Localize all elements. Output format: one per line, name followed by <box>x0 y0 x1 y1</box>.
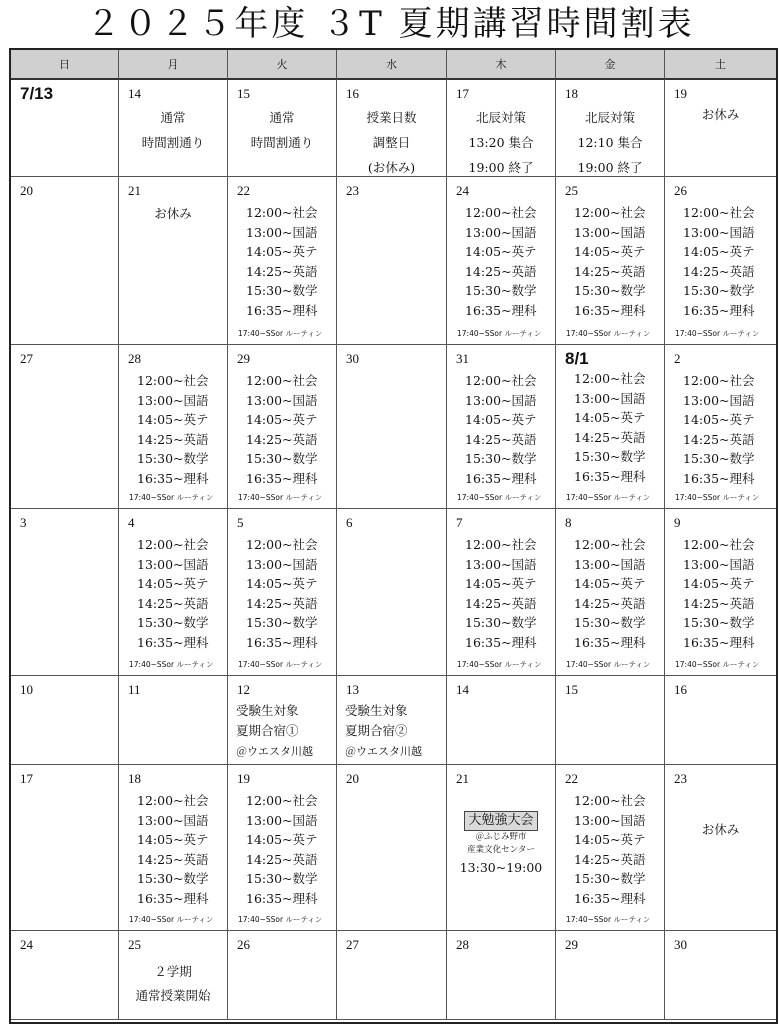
day-number: 25 <box>128 937 141 952</box>
day-note: 13:20 集合 <box>468 135 534 150</box>
day-number: 20 <box>346 771 359 786</box>
day-cell <box>11 765 119 931</box>
day-note: 夏期合宿② <box>345 723 408 738</box>
schedule-line: 13:00~国語 <box>246 224 318 240</box>
day-number: 29 <box>565 937 578 952</box>
schedule-line: 16:35~理科 <box>574 468 646 484</box>
class-schedule <box>574 203 646 321</box>
schedule-line: 14:05~英テ <box>465 412 537 428</box>
schedule-line: 14:05~英テ <box>574 832 646 848</box>
schedule-line: 15:30~数学 <box>465 283 537 299</box>
schedule-line: 12:00~社会 <box>465 537 537 552</box>
day-cell <box>228 765 337 931</box>
weekday-tue: 火 <box>228 50 337 80</box>
class-schedule <box>683 203 755 321</box>
day-note: 通常 <box>160 110 186 125</box>
day-cell <box>119 177 228 345</box>
weekday-wed: 水 <box>337 50 447 80</box>
day-cell <box>119 80 228 177</box>
day-cell <box>228 177 337 345</box>
schedule-line: 13:00~国語 <box>246 392 318 408</box>
schedule-line: 15:30~数学 <box>465 615 537 631</box>
schedule-line: 14:25~英語 <box>246 595 318 611</box>
day-number: 5 <box>237 515 244 530</box>
schedule-line: 13:00~国語 <box>574 556 646 572</box>
day-cell <box>665 765 776 931</box>
schedule-line: 12:00~社会 <box>246 537 318 552</box>
day-cell <box>228 345 337 509</box>
calendar-grid <box>11 50 776 1022</box>
routine-note: 17:40~SSor ルーティン <box>566 329 651 338</box>
day-note: (お休み) <box>367 160 416 175</box>
schedule-line: 15:30~数学 <box>574 283 646 299</box>
schedule-line: 14:05~英テ <box>683 576 755 592</box>
day-number: 13 <box>346 682 359 697</box>
routine-note: 17:40~SSor ルーティン <box>675 493 760 502</box>
routine-note: 17:40~SSor ルーティン <box>457 660 542 669</box>
day-number: 2 <box>674 351 681 366</box>
class-schedule <box>574 369 646 487</box>
day-cell <box>556 765 665 931</box>
day-number: 14 <box>456 682 469 697</box>
schedule-line: 14:25~英語 <box>574 851 646 867</box>
schedule-line: 14:25~英語 <box>683 263 755 279</box>
schedule-line: 16:35~理科 <box>137 634 209 650</box>
day-note: 19:00 終了 <box>577 160 643 175</box>
day-cell <box>556 931 665 1020</box>
routine-note: 17:40~SSor ルーティン <box>238 493 323 502</box>
schedule-line: 13:00~国語 <box>683 224 755 240</box>
schedule-line: 12:00~社会 <box>137 537 209 552</box>
day-cell <box>337 931 447 1020</box>
schedule-line: 16:35~理科 <box>465 634 537 650</box>
day-number: 31 <box>456 351 469 366</box>
day-cell <box>228 676 337 765</box>
day-number: 27 <box>346 937 359 952</box>
schedule-line: 14:25~英語 <box>137 595 209 611</box>
day-cell <box>447 676 556 765</box>
routine-note: 17:40~SSor ルーティン <box>675 329 760 338</box>
schedule-line: 12:00~社会 <box>683 537 755 552</box>
day-note: お休み <box>701 822 740 837</box>
day-number: 14 <box>128 86 141 101</box>
schedule-line: 15:30~数学 <box>246 283 318 299</box>
schedule-line: 14:05~英テ <box>683 412 755 428</box>
weekday-sun: 日 <box>11 50 119 80</box>
day-number: 7 <box>456 515 463 530</box>
schedule-line: 14:25~英語 <box>246 851 318 867</box>
day-cell <box>119 676 228 765</box>
day-note: ＠ウエスタ川越 <box>236 745 313 758</box>
day-cell <box>337 345 447 509</box>
schedule-line: 12:00~社会 <box>574 205 646 220</box>
day-cell <box>556 509 665 676</box>
schedule-line: 14:05~英テ <box>574 576 646 592</box>
schedule-line: 12:00~社会 <box>465 205 537 220</box>
schedule-line: 16:35~理科 <box>574 302 646 318</box>
day-cell <box>119 765 228 931</box>
day-number: 3 <box>20 515 27 530</box>
day-number: 7/13 <box>20 84 54 103</box>
schedule-line: 14:05~英テ <box>137 412 209 428</box>
schedule-line: 14:05~英テ <box>137 576 209 592</box>
schedule-line: 12:00~社会 <box>137 793 209 808</box>
day-cell <box>665 177 776 345</box>
schedule-line: 14:05~英テ <box>246 412 318 428</box>
routine-note: 17:40~SSor ルーティン <box>129 660 214 669</box>
day-number: 24 <box>456 183 469 198</box>
schedule-line: 12:00~社会 <box>137 373 209 388</box>
day-number: 17 <box>456 86 469 101</box>
day-number: 4 <box>128 515 135 530</box>
schedule-line: 12:00~社会 <box>465 373 537 388</box>
day-cell <box>337 765 447 931</box>
schedule-line: 14:25~英語 <box>137 851 209 867</box>
schedule-line: 16:35~理科 <box>246 634 318 650</box>
schedule-line: 16:35~理科 <box>246 470 318 486</box>
schedule-line: 14:25~英語 <box>137 431 209 447</box>
day-number: 23 <box>346 183 359 198</box>
schedule-line: 15:30~数学 <box>137 615 209 631</box>
schedule-line: 15:30~数学 <box>574 449 646 465</box>
day-cell <box>556 345 665 509</box>
day-number: 12 <box>237 682 250 697</box>
schedule-line: 15:30~数学 <box>683 283 755 299</box>
day-cell <box>337 177 447 345</box>
schedule-line: 13:00~国語 <box>465 392 537 408</box>
routine-note: 17:40~SSor ルーティン <box>129 493 214 502</box>
day-number: 30 <box>346 351 359 366</box>
schedule-line: 14:05~英テ <box>246 576 318 592</box>
day-number: 19 <box>237 771 250 786</box>
day-number: 10 <box>20 682 33 697</box>
day-cell <box>447 765 556 931</box>
day-number: 9 <box>674 515 681 530</box>
schedule-line: 16:35~理科 <box>574 890 646 906</box>
day-cell <box>337 80 447 177</box>
day-number: 22 <box>565 771 578 786</box>
event-place: ＠ふじみ野市 <box>475 832 527 842</box>
class-schedule <box>465 535 537 653</box>
day-cell <box>447 931 556 1020</box>
day-note: お休み <box>154 206 192 221</box>
schedule-line: 16:35~理科 <box>465 302 537 318</box>
day-number: 18 <box>128 771 141 786</box>
day-cell <box>228 509 337 676</box>
day-number: 21 <box>456 771 469 786</box>
day-number: 8/1 <box>565 349 589 368</box>
class-schedule <box>246 791 318 909</box>
schedule-line: 15:30~数学 <box>683 615 755 631</box>
day-cell <box>228 931 337 1020</box>
day-number: 30 <box>674 937 687 952</box>
day-cell <box>556 80 665 177</box>
day-note: 時間割通り <box>141 135 205 150</box>
day-cell <box>665 509 776 676</box>
schedule-line: 13:00~国語 <box>246 556 318 572</box>
day-number: 25 <box>565 183 578 198</box>
day-number: 26 <box>237 937 250 952</box>
day-cell <box>11 177 119 345</box>
day-note: 北辰対策 <box>584 110 635 125</box>
day-cell <box>447 177 556 345</box>
schedule-line: 16:35~理科 <box>683 470 755 486</box>
day-note: 夏期合宿① <box>236 723 299 738</box>
schedule-line: 14:25~英語 <box>683 431 755 447</box>
schedule-line: 16:35~理科 <box>246 302 318 318</box>
schedule-line: 14:05~英テ <box>137 832 209 848</box>
day-note: 12:10 集合 <box>577 135 643 150</box>
schedule-line: 14:25~英語 <box>683 595 755 611</box>
day-number: 16 <box>674 682 687 697</box>
schedule-line: 14:05~英テ <box>574 410 646 426</box>
day-note: 通常 <box>269 110 295 125</box>
routine-note: 17:40~SSor ルーティン <box>457 493 542 502</box>
day-number: 27 <box>20 351 33 366</box>
event-block <box>447 811 555 879</box>
weekday-fri: 金 <box>556 50 665 80</box>
schedule-line: 14:25~英語 <box>574 263 646 279</box>
class-schedule <box>683 371 755 489</box>
routine-note: 17:40~SSor ルーティン <box>566 915 651 924</box>
day-cell <box>447 509 556 676</box>
schedule-line: 15:30~数学 <box>574 615 646 631</box>
day-number: 11 <box>128 682 141 697</box>
schedule-line: 14:25~英語 <box>246 263 318 279</box>
day-cell <box>665 80 776 177</box>
schedule-line: 12:00~社会 <box>683 205 755 220</box>
day-cell <box>11 345 119 509</box>
day-cell <box>665 931 776 1020</box>
day-number: 24 <box>20 937 33 952</box>
day-cell <box>665 345 776 509</box>
day-cell <box>447 80 556 177</box>
schedule-line: 13:00~国語 <box>137 812 209 828</box>
schedule-line: 15:30~数学 <box>246 615 318 631</box>
schedule-line: 14:05~英テ <box>683 244 755 260</box>
schedule-line: 12:00~社会 <box>683 373 755 388</box>
schedule-line: 13:00~国語 <box>683 392 755 408</box>
class-schedule <box>137 535 209 653</box>
day-note: お休み <box>701 107 740 122</box>
day-cell <box>337 509 447 676</box>
routine-note: 17:40~SSor ルーティン <box>238 915 323 924</box>
schedule-line: 13:00~国語 <box>574 812 646 828</box>
schedule-line: 16:35~理科 <box>683 302 755 318</box>
page-title: ２０２５年度 ３T 夏期講習時間割表 <box>86 4 695 44</box>
day-note: 北辰対策 <box>475 110 526 125</box>
day-number: 15 <box>237 86 250 101</box>
day-note: 受験生対象 <box>236 703 299 718</box>
event-time: 13:30~19:00 <box>459 860 543 875</box>
schedule-line: 14:25~英語 <box>574 429 646 445</box>
class-schedule <box>574 791 646 909</box>
class-schedule <box>465 371 537 489</box>
class-schedule <box>246 203 318 321</box>
weekday-sat: 土 <box>665 50 776 80</box>
schedule-line: 15:30~数学 <box>465 451 537 467</box>
schedule-line: 12:00~社会 <box>246 205 318 220</box>
schedule-line: 16:35~理科 <box>465 470 537 486</box>
day-number: 28 <box>128 351 141 366</box>
schedule-line: 14:25~英語 <box>574 595 646 611</box>
schedule-line: 12:00~社会 <box>246 793 318 808</box>
day-number: 29 <box>237 351 250 366</box>
schedule-line: 13:00~国語 <box>465 224 537 240</box>
routine-note: 17:40~SSor ルーティン <box>675 660 760 669</box>
day-cell <box>119 931 228 1020</box>
class-schedule <box>574 535 646 653</box>
schedule-line: 13:00~国語 <box>574 390 646 406</box>
day-cell <box>119 345 228 509</box>
day-number: 16 <box>346 86 359 101</box>
routine-note: 17:40~SSor ルーティン <box>566 493 651 502</box>
day-cell <box>11 676 119 765</box>
day-cell <box>447 345 556 509</box>
day-cell <box>228 80 337 177</box>
day-note: ２学期 <box>154 964 192 979</box>
day-cell <box>556 177 665 345</box>
day-note: 授業日数 <box>366 110 417 125</box>
schedule-line: 15:30~数学 <box>137 451 209 467</box>
class-schedule <box>683 535 755 653</box>
day-number: 26 <box>674 183 687 198</box>
class-schedule <box>137 791 209 909</box>
schedule-line: 15:30~数学 <box>574 871 646 887</box>
schedule-line: 15:30~数学 <box>683 451 755 467</box>
day-cell <box>665 676 776 765</box>
schedule-line: 12:00~社会 <box>574 537 646 552</box>
routine-note: 17:40~SSor ルーティン <box>457 329 542 338</box>
routine-note: 17:40~SSor ルーティン <box>129 915 214 924</box>
schedule-line: 14:05~英テ <box>574 244 646 260</box>
schedule-line: 13:00~国語 <box>465 556 537 572</box>
event-place: 産業文化センター <box>467 845 535 855</box>
schedule-line: 16:35~理科 <box>574 634 646 650</box>
day-number: 28 <box>456 937 469 952</box>
day-number: 23 <box>674 771 687 786</box>
schedule-line: 14:05~英テ <box>246 244 318 260</box>
schedule-line: 13:00~国語 <box>246 812 318 828</box>
schedule-line: 14:05~英テ <box>465 576 537 592</box>
weekday-mon: 月 <box>119 50 228 80</box>
day-number: 20 <box>20 183 33 198</box>
routine-note: 17:40~SSor ルーティン <box>238 660 323 669</box>
schedule-line: 16:35~理科 <box>246 890 318 906</box>
event-title: 大勉強大会 <box>464 811 537 831</box>
day-note: 時間割通り <box>250 135 314 150</box>
schedule-line: 16:35~理科 <box>683 634 755 650</box>
routine-note: 17:40~SSor ルーティン <box>566 660 651 669</box>
day-cell <box>11 80 119 177</box>
schedule-line: 14:05~英テ <box>246 832 318 848</box>
day-number: 8 <box>565 515 572 530</box>
schedule-line: 13:00~国語 <box>683 556 755 572</box>
day-number: 18 <box>565 86 578 101</box>
day-number: 15 <box>565 682 578 697</box>
day-cell <box>119 509 228 676</box>
day-note: 19:00 終了 <box>468 160 534 175</box>
class-schedule <box>137 371 209 489</box>
day-number: 19 <box>674 86 687 101</box>
schedule-line: 14:25~英語 <box>465 595 537 611</box>
schedule-line: 12:00~社会 <box>574 793 646 808</box>
day-note: ＠ウエスタ川越 <box>345 745 422 758</box>
schedule-line: 16:35~理科 <box>137 470 209 486</box>
schedule-line: 14:25~英語 <box>465 263 537 279</box>
schedule-line: 14:05~英テ <box>465 244 537 260</box>
weekday-thu: 木 <box>447 50 556 80</box>
class-schedule <box>465 203 537 321</box>
schedule-line: 14:25~英語 <box>246 431 318 447</box>
day-number: 21 <box>128 183 141 198</box>
day-note: 通常授業開始 <box>135 988 211 1003</box>
day-cell <box>11 931 119 1020</box>
day-note: 受験生対象 <box>345 703 408 718</box>
day-note: 調整日 <box>372 135 411 150</box>
day-cell <box>337 676 447 765</box>
schedule-line: 12:00~社会 <box>246 373 318 388</box>
routine-note: 17:40~SSor ルーティン <box>238 329 323 338</box>
schedule-line: 13:00~国語 <box>574 224 646 240</box>
day-number: 22 <box>237 183 250 198</box>
calendar-table <box>9 48 778 1024</box>
schedule-line: 13:00~国語 <box>137 392 209 408</box>
class-schedule <box>246 535 318 653</box>
schedule-line: 16:35~理科 <box>137 890 209 906</box>
schedule-line: 14:25~英語 <box>465 431 537 447</box>
day-number: 17 <box>20 771 33 786</box>
schedule-line: 15:30~数学 <box>246 871 318 887</box>
day-number: 6 <box>346 515 353 530</box>
schedule-line: 12:00~社会 <box>574 371 646 386</box>
day-cell <box>556 676 665 765</box>
schedule-line: 15:30~数学 <box>137 871 209 887</box>
class-schedule <box>246 371 318 489</box>
schedule-line: 15:30~数学 <box>246 451 318 467</box>
day-cell <box>11 509 119 676</box>
schedule-line: 13:00~国語 <box>137 556 209 572</box>
